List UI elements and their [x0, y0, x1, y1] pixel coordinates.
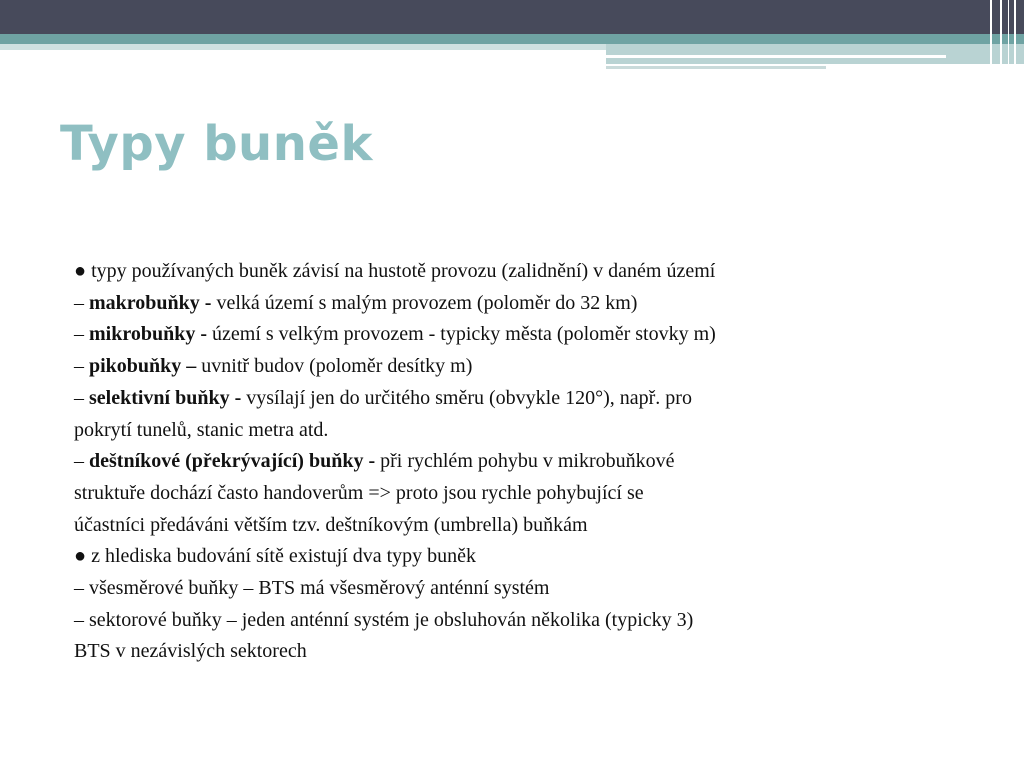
body-line: – deštníkové (překrývající) buňky - při rychlém pohybu v mikrobuňkové [74, 450, 675, 473]
body-line: – sektorové buňky – jeden anténní systém je obsluhován několika (typicky 3) [74, 608, 694, 631]
body-line: – makrobuňky - velká území s malým provozem (poloměr do 32 km) [74, 291, 638, 314]
body-line: ● typy používaných buněk závisí na hustotě provozu (zalidnění) v daném území [74, 260, 716, 282]
slide-title: Typy buněk [60, 116, 373, 172]
body-line: – selektivní buňky - vysílají jen do určitého směru (obvykle 120°), např. pro [74, 386, 692, 409]
header-band-right [606, 44, 1024, 64]
body-line: ● z hlediska budování sítě existují dva typy buněk [74, 545, 477, 568]
body-line: účastníci předáváni větším tzv. deštníkovým (umbrella) buňkám [74, 513, 588, 536]
header-band [0, 34, 1024, 44]
slide-body [74, 256, 974, 668]
header-line [606, 66, 826, 69]
header-stripe [1014, 0, 1016, 68]
body-line: – pikobuňky – uvnitř budov (poloměr desítky m) [74, 355, 473, 378]
header-stripe [990, 0, 992, 68]
body-line: – mikrobuňky - území s velkým provozem - typicky města (poloměr stovky m) [74, 323, 716, 346]
header-bar [0, 0, 1024, 34]
body-line: – všesměrové buňky – BTS má všesměrový anténní systém [74, 577, 550, 600]
body-line: struktuře dochází často handoverům => proto jsou rychle pohybující se [74, 481, 644, 504]
body-line: pokrytí tunelů, stanic metra atd. [74, 418, 329, 441]
header-stripe [1000, 0, 1002, 68]
body-line: BTS v nezávislých sektorech [74, 640, 307, 663]
header-stripe [1008, 0, 1009, 68]
header-line [606, 55, 946, 58]
